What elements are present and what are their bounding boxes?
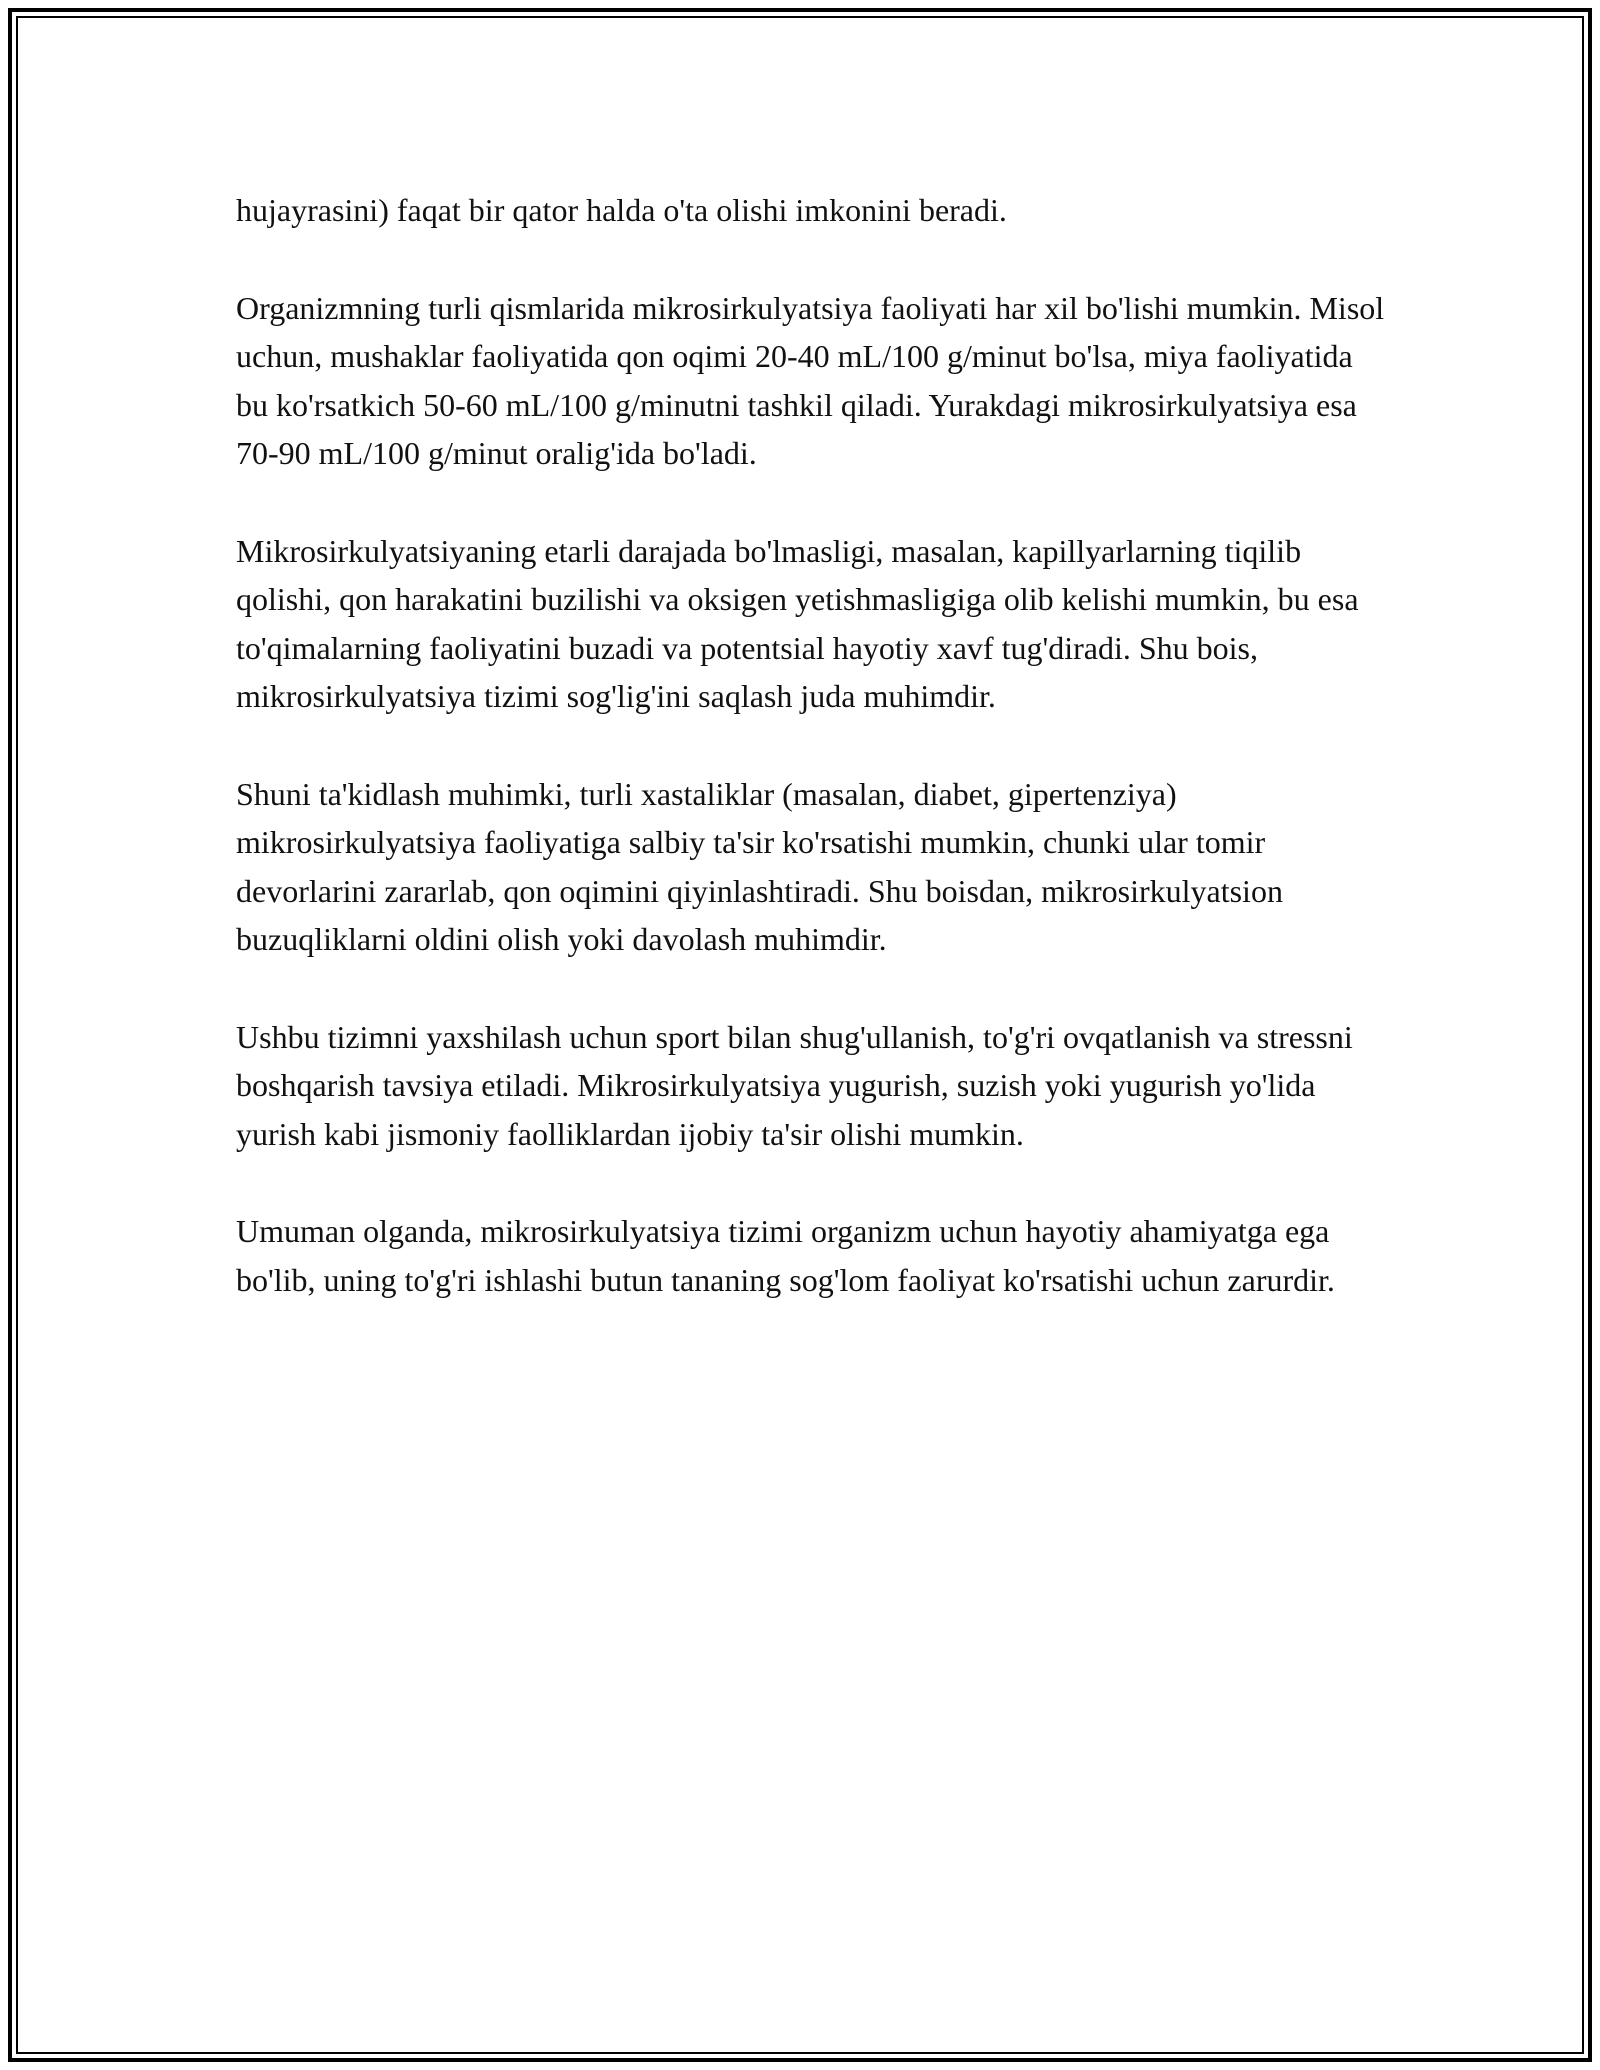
paragraph: Organizmning turli qismlarida mikrosirkulyatsiya faoliyati har xil bo'lishi mumkin. Misol uchun, mushaklar faoliyatida qon oqimi 20-40 mL/100 g/minut bo'lsa, miya faoliyatida bu ko'rsatkich 50-60 mL/100 g/minutni tashkil qiladi. Yurakdagi mikrosirkulyatsiya esa 70-90 mL/100 g/minut oralig'ida bo'ladi. bbox=[236, 289, 1385, 471]
paragraph: Mikrosirkulyatsiyaning etarli darajada bo'lmasligi, masalan, kapillyarlarning tiqilib qolishi, qon harakatini buzilishi va oksigen yetishmasligiga olib kelishi mumkin, bu esa to'qimalarning faoliyatini buzadi va potentsial hayotiy xavf tug'diradi. Shu bois, mikrosirkulyatsiya tizimi sog'lig'ini saqlash juda muhimdir. bbox=[236, 532, 1359, 714]
paragraph: hujayrasini) faqat bir qator halda o'ta olishi imkonini beradi. bbox=[236, 192, 1007, 228]
paragraph: Ushbu tizimni yaxshilash uchun sport bilan shug'ullanish, to'g'ri ovqatlanish va stressni boshqarish tavsiya etiladi. Mikrosirkulyatsiya yugurish, suzish yoki yugurish yo'lida yurish kabi jismoniy faolliklardan ijobiy ta'sir olishi mumkin. bbox=[236, 1018, 1353, 1152]
paragraph: Umuman olganda, mikrosirkulyatsiya tizimi organizm uchun hayotiy ahamiyatga ega bo'lib, uning to'g'ri ishlashi butun tananing sog'lom faoliyat ko'rsatishi uchun zarurdir. bbox=[236, 1213, 1335, 1298]
paragraph: Shuni ta'kidlash muhimki, turli xastaliklar (masalan, diabet, gipertenziya) mikrosirkulyatsiya faoliyatiga salbiy ta'sir ko'rsatishi mumkin, chunki ular tomir devorlarini zararlab, qon oqimini qiyinlashtiradi. Shu boisdan, mikrosirkulyatsion buzuqliklarni oldini olish yoki davolash muhimdir. bbox=[236, 775, 1283, 957]
document-body bbox=[236, 186, 1386, 1353]
